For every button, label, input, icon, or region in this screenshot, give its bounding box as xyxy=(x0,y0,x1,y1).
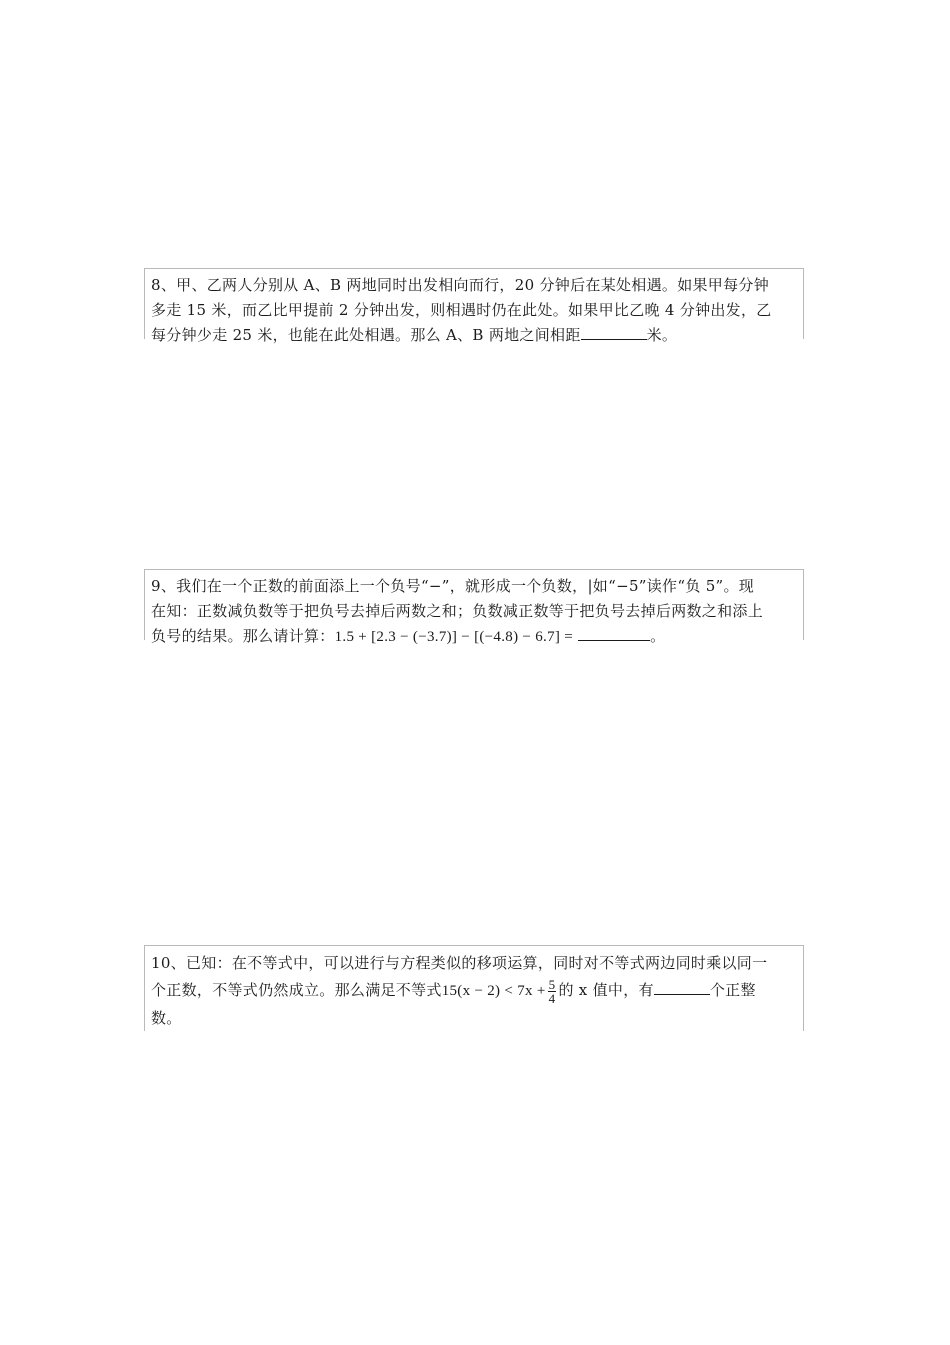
question-9-line-1: 9、我们在一个正数的前面添上一个负号“−”，就形成一个负数，|如“−5”读作“负 5”。现 xyxy=(151,577,755,595)
question-10-line-2 xyxy=(151,977,798,1005)
question-10-line-1: 10、已知：在不等式中，可以进行与方程类似的移项运算，同时对不等式两边同时乘以同一 xyxy=(151,954,768,972)
question-8-line-3 xyxy=(151,323,798,348)
question-10-line-2-mid: 的 x 值中，有 xyxy=(558,981,654,999)
question-10-line-2-end: 个正整 xyxy=(709,981,756,999)
question-9-period: 。 xyxy=(650,627,666,645)
question-8-line-3-text: 每分钟少走 25 米，也能在此处相遇。那么 A、B 两地之间相距 xyxy=(151,326,581,344)
fraction-five-fourths xyxy=(548,978,557,1005)
question-10-inequality: 15(x − 2) < 7x + xyxy=(441,983,546,999)
question-10-line-3: 数。 xyxy=(151,1009,182,1027)
question-9 xyxy=(144,569,804,645)
question-10 xyxy=(144,945,804,1031)
question-8-unit: 米。 xyxy=(646,326,678,344)
answer-blank-8[interactable] xyxy=(581,324,647,340)
question-8-line-1: 8、甲、乙两人分别从 A、B 两地同时出发相向而行，20 分钟后在某处相遇。如果甲每分钟 xyxy=(151,276,769,294)
fraction-denominator: 4 xyxy=(548,990,556,1006)
question-8-line-2: 多走 15 米，而乙比甲提前 2 分钟出发，则相遇时仍在此处。如果甲比乙晚 4 分钟出发，乙 xyxy=(151,301,772,319)
answer-blank-9[interactable] xyxy=(578,625,650,641)
question-8 xyxy=(144,268,804,344)
question-9-line-2: 在知：正数减负数等于把负号去掉后两数之和；负数减正数等于把负号去掉后两数之和添上 xyxy=(151,602,764,620)
fraction-numerator: 5 xyxy=(548,976,556,992)
question-9-line-3-text: 负号的结果。那么请计算： xyxy=(151,627,335,645)
answer-blank-10[interactable] xyxy=(654,979,710,995)
question-10-line-2-text: 个正数，不等式仍然成立。那么满足不等式 xyxy=(151,981,442,999)
question-9-expression: 1.5 + [2.3 − (−3.7)] − [(−4.8) − 6.7] = xyxy=(334,629,573,645)
question-9-line-3 xyxy=(151,624,798,650)
